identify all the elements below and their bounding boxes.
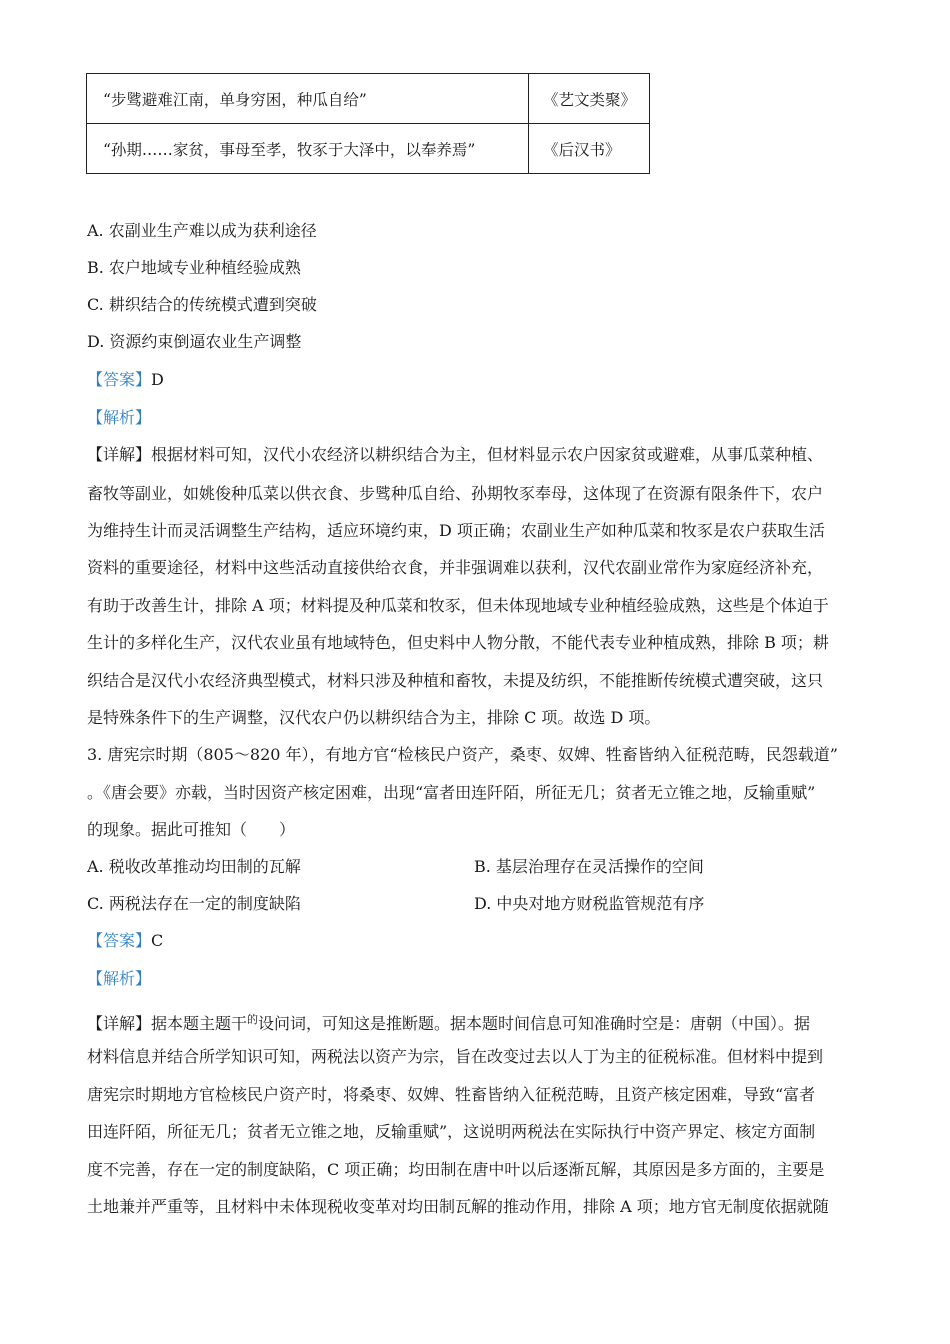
detail-line: 唐宪宗时期地方官检核民户资产时，将桑枣、奴婢、牲畜皆纳入征税范畴，且资产核定困难，导致“富者 — [87, 1085, 816, 1104]
detail-tag: 【详解】 — [87, 445, 152, 464]
option-d: D. 资源约束倒逼农业生产调整 — [87, 332, 302, 351]
detail-line — [87, 1010, 810, 1034]
detail-line: 织结合是汉代小农经济典型模式，材料只涉及种植和畜牧，未提及纺织，不能推断传统模式遭突破，这只 — [87, 671, 824, 690]
option-a: A. 税收改革推动均田制的瓦解 — [87, 857, 301, 876]
detail-line — [87, 445, 823, 465]
answer-value: D — [151, 370, 164, 389]
detail-text: 据本题主题干 — [151, 1014, 248, 1033]
answer-tag: 【答案】 — [87, 931, 152, 950]
option-b: B. 基层治理存在灵活操作的空间 — [474, 857, 704, 876]
option-b: B. 农户地域专业种植经验成熟 — [87, 258, 301, 277]
detail-line: 土地兼并严重等，且材料中未体现税收变革对均田制瓦解的推动作用，排除 A 项；地方官无制度依据就随 — [87, 1197, 829, 1216]
table-row — [87, 124, 650, 174]
book-cell: 《艺文类聚》 — [529, 74, 650, 124]
option-a: A. 农副业生产难以成为获利途径 — [87, 221, 317, 240]
answer-tag: 【答案】 — [87, 370, 152, 389]
option-d: D. 中央对地方财税监管规范有序 — [474, 894, 705, 913]
detail-line: 畜牧等副业，如姚俊种瓜菜以供衣食、步骘种瓜自给、孙期牧豕奉母，这体现了在资源有限条件下，农户 — [87, 484, 824, 503]
answer-value: C — [151, 931, 164, 950]
detail-line: 有助于改善生计，排除 A 项；材料提及种瓜菜和牧豕，但未体现地域专业种植经验成熟，这些是个体迫于 — [87, 596, 829, 615]
question-stem: 。《唐会要》亦载，当时因资产核定困难，出现“富者田连阡陌，所征无几；贫者无立锥之地，反输重赋” — [87, 783, 816, 802]
detail-sup: 的 — [247, 1013, 259, 1026]
analysis-tag: 【解析】 — [87, 408, 152, 427]
question-stem: 的现象。据此可推知（ ） — [87, 820, 296, 839]
detail-line: 田连阡陌，所征无几；贫者无立锥之地，反输重赋”，这说明两税法在实际执行中资产界定、核定方面制 — [87, 1122, 816, 1141]
book-cell: 《后汉书》 — [529, 124, 650, 174]
option-c: C. 两税法存在一定的制度缺陷 — [87, 894, 301, 913]
detail-line: 资料的重要途径，材料中这些活动直接供给衣食，并非强调难以获利，汉代农副业常作为家庭经济补充， — [87, 558, 824, 577]
detail-line: 生计的多样化生产，汉代农业虽有地域特色，但史料中人物分散，不能代表专业种植成熟，排除 B 项；耕 — [87, 633, 829, 652]
table-row — [87, 74, 650, 124]
source-table — [86, 73, 650, 174]
detail-line: 度不完善，存在一定的制度缺陷，C 项正确；均田制在唐中叶以后逐渐瓦解，其原因是多方面的，主要是 — [87, 1160, 825, 1179]
detail-line: 为维持生计而灵活调整生产结构，适应环境约束，D 项正确；农副业生产如种瓜菜和牧豕是农户获取生活 — [87, 521, 825, 540]
detail-line: 是特殊条件下的生产调整，汉代农户仍以耕织结合为主，排除 C 项。故选 D 项。 — [87, 708, 661, 727]
analysis-tag: 【解析】 — [87, 969, 152, 988]
detail-line: 材料信息并结合所学知识可知，两税法以资产为宗，旨在改变过去以人丁为主的征税标准。但材料中提到 — [87, 1047, 824, 1066]
answer-line — [87, 370, 164, 390]
answer-line — [87, 931, 163, 951]
question-stem: 3. 唐宪宗时期（805～820 年），有地方官“检核民户资产，桑枣、奴婢、牲畜皆纳入征税范畴，民怨载道” — [87, 745, 838, 764]
option-c: C. 耕织结合的传统模式遭到突破 — [87, 295, 317, 314]
detail-tag: 【详解】 — [87, 1014, 152, 1033]
detail-text: 设问词，可知这是推断题。据本题时间信息可知准确时空是：唐朝（中国）。据 — [258, 1014, 811, 1033]
quote-cell: “步骘避难江南，单身穷困，种瓜自给” — [87, 74, 529, 124]
quote-cell: “孙期……家贫，事母至孝，牧豕于大泽中，以奉养焉” — [87, 124, 529, 174]
detail-text: 根据材料可知，汉代小农经济以耕织结合为主，但材料显示农户因家贫或避难，从事瓜菜种植、 — [151, 445, 824, 464]
